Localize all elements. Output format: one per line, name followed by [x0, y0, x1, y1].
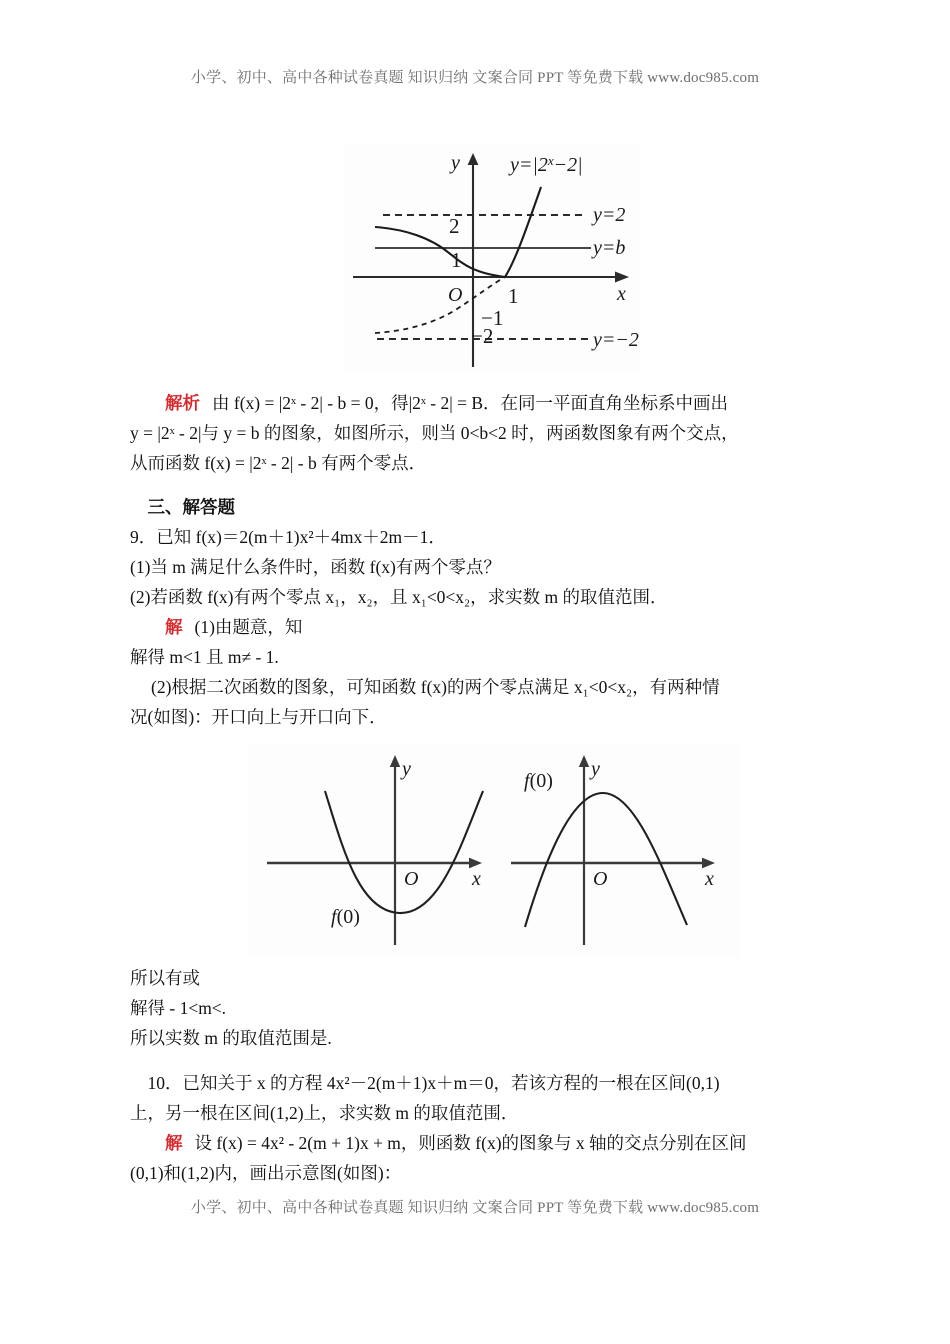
problem10-stem-line-2: 上，另一根在区间(1,2)上，求实数 m 的取值范围． [130, 1103, 519, 1123]
problem10-block [130, 1068, 830, 1188]
figure1-svg [345, 143, 641, 371]
bottom-watermark-banner: 小学、初中、高中各种试卷真题 知识归纳 文案合同 PPT 等免费下载 www.doc985.com [190, 1200, 760, 1216]
figure1-label-y-equals-2: y=2 [593, 204, 626, 226]
figure2-left-origin-label: O [404, 868, 419, 890]
figure-absolute-exponential [345, 143, 641, 371]
problem9-solution-tag: 解 [165, 617, 183, 637]
figure1-tick-y-2: 2 [449, 214, 460, 238]
problem9-solution-line-7: 所以实数 m 的取值范围是. [130, 1028, 332, 1048]
problem10-solution-tag: 解 [165, 1133, 183, 1153]
figure2-right-y-label: y [591, 758, 600, 780]
figure2-left-panel [267, 755, 483, 945]
figure2-right-parabola-curve [525, 793, 687, 927]
figure1-curve-solid-left [375, 227, 505, 277]
figure2-right-x-label: x [705, 868, 714, 890]
problem9-solution-line-3: (2)根据二次函数的图象，可知函数 f(x)的两个零点满足 x₁<0<x₂，有两种情 [151, 677, 720, 697]
figure1-origin-label: O [448, 284, 463, 306]
figure2-left-f0-label: f(0) [331, 906, 360, 928]
problem9-conclusion-block [130, 963, 830, 1053]
figure2-right-f0-label: f(0) [524, 770, 553, 792]
figure2-left-y-label: y [402, 758, 411, 780]
top-watermark-banner: 小学、初中、高中各种试卷真题 知识归纳 文案合同 PPT 等免费下载 www.doc985.com [190, 70, 760, 86]
figure-two-parabolas [247, 745, 740, 957]
analysis-tag: 解析 [165, 393, 200, 413]
figure1-label-y-equals-b: y=b [593, 237, 626, 259]
problem9-solution-line-6: 解得 - 1<m<. [130, 998, 227, 1018]
analysis-line-3: 从而函数 f(x) = |2ˣ - 2| - b 有两个零点． [130, 453, 427, 473]
figure2-left-x-label: x [472, 868, 481, 890]
figure1-y-axis-label: y [451, 152, 460, 174]
analysis-text-1: 由 f(x) = |2ˣ - 2| - b = 0，得|2ˣ - 2| = B．在同一平面直角坐标系中画出 [212, 393, 729, 413]
problem9-stem: 9．已知 f(x)＝2(m＋1)x²＋4mx＋2m－1． [130, 527, 446, 547]
problem10-stem-line-1: 10．已知关于 x 的方程 4x²－2(m＋1)x＋m＝0，若该方程的一根在区间(0,1) [147, 1073, 720, 1093]
figure1-tick-y-1: 1 [451, 248, 462, 272]
figure1-label-y-equals-minus-2: y=−2 [593, 329, 639, 351]
problem9-solution-line-5: 所以有或 [130, 968, 200, 988]
analysis-line-1 [130, 388, 830, 418]
problem10-solution-text-1: 设 f(x) = 4x² - 2(m + 1)x + m，则函数 f(x)的图象与 x 轴的交点分别在区间 [194, 1133, 747, 1153]
figure1-x-axis-label: x [617, 283, 626, 305]
problem9-block [130, 492, 830, 732]
problem9-solution-line-1 [130, 612, 830, 642]
section-heading: 三、解答题 [147, 497, 235, 517]
figure2-right-origin-label: O [593, 868, 608, 890]
figure2-right-panel [511, 755, 715, 945]
figure1-tick-y-minus-2: −2 [471, 324, 494, 348]
problem9-part-1: (1)当 m 满足什么条件时，函数 f(x)有两个零点？ [130, 557, 501, 577]
figure1-curve-solid-right [505, 187, 541, 277]
problem10-solution-line-2: (0,1)和(1,2)内，画出示意图(如图)： [130, 1163, 402, 1183]
figure1-tick-x-1: 1 [508, 284, 519, 308]
problem9-part-2: (2)若函数 f(x)有两个零点 x₁，x₂，且 x₁<0<x₂，求实数 m 的取值范围． [130, 587, 668, 607]
problem9-solution-line-4: 况(如图)：开口向上与开口向下． [130, 707, 387, 727]
figure2-left-parabola-curve [325, 791, 483, 913]
problem9-solution-text-1: (1)由题意，知 [194, 617, 303, 637]
figure1-curve-label: $y=|2^x-2|$ [510, 153, 583, 176]
problem9-solution-line-2: 解得 m<1 且 m≠ - 1. [130, 647, 279, 667]
figure2-svg [247, 745, 740, 957]
problem10-solution-line-1 [130, 1128, 830, 1158]
analysis-block [130, 388, 830, 478]
figure1-tick-y-minus-1: −1 [481, 306, 504, 330]
analysis-line-2: y = |2ˣ - 2|与 y = b 的图象，如图所示，则当 0<b<2 时，两函数图象有两个交点， [130, 423, 739, 443]
figure1-x-axis [353, 272, 629, 283]
